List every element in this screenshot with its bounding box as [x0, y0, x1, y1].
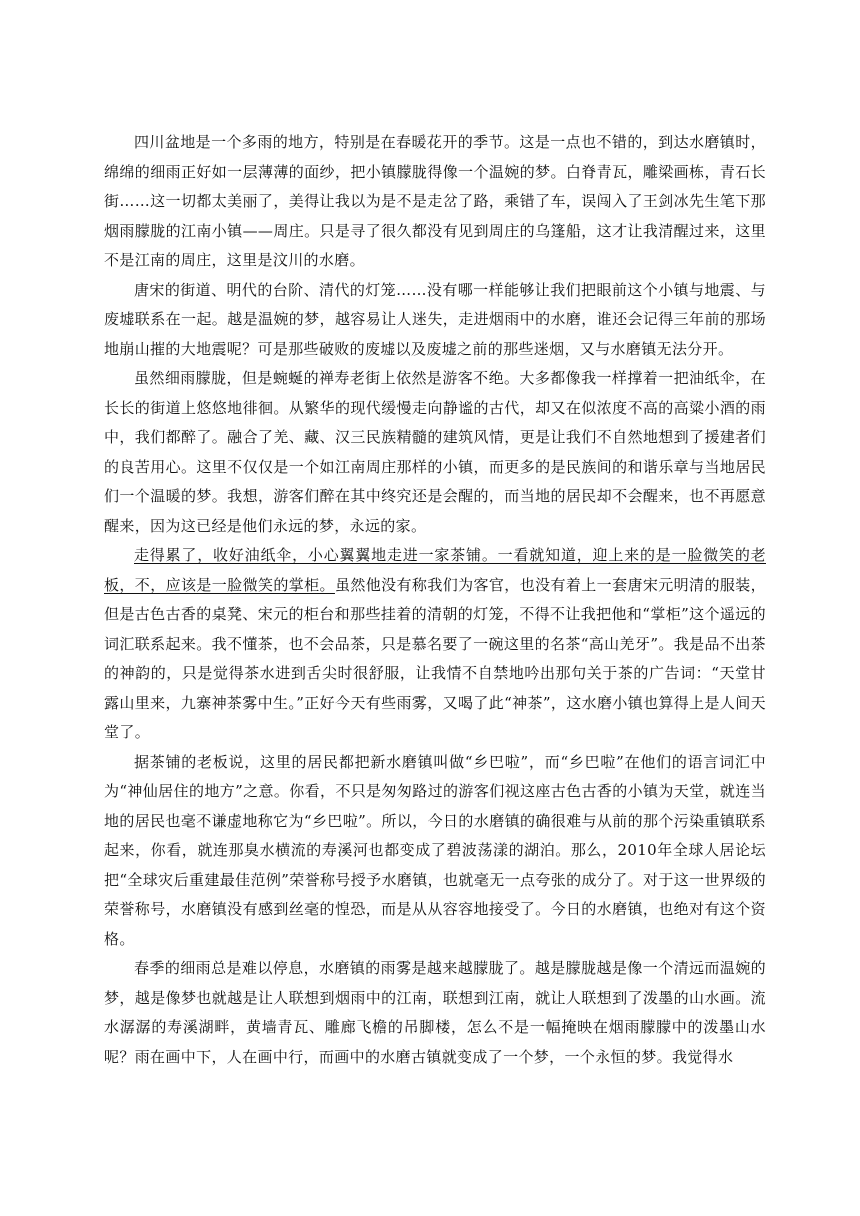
paragraph-2-text: 唐宋的街道、明代的台阶、清代的灯笼……没有哪一样能够让我们把眼前这个小镇与地震、与废墟联系在一起。越是温婉的梦，越容易让人迷失，走进烟雨中的水磨，谁还会记得三年前的那场地崩山摧的大地震呢？可是那些破败的废墟以及废墟之前的那些迷烟，又与水磨镇无法分开。 — [104, 280, 766, 358]
paragraph-4 — [104, 541, 766, 748]
paragraph-2 — [104, 276, 766, 365]
paragraph-5 — [104, 748, 766, 955]
underlined-sentence: 走得累了，收好油纸伞，小心翼翼地走进一家茶铺。一看就知道，迎上来的是一脸微笑的老板，不，应该是一脸微笑的掌柜。 — [104, 546, 766, 594]
paragraph-1-text: 四川盆地是一个多雨的地方，特别是在春暖花开的季节。这是一点也不错的，到达水磨镇时，绵绵的细雨正好如一层薄薄的面纱，把小镇朦胧得像一个温婉的梦。白脊青瓦，雕梁画栋，青石长街……这一切都太美丽了，美得让我以为是不是走岔了路，乘错了车，误闯入了王剑冰先生笔下那烟雨朦胧的江南小镇——周庄。只是寻了很久都没有见到周庄的乌篷船，这才让我清醒过来，这里不是江南的周庄，这里是汶川的水磨。 — [104, 133, 766, 269]
paragraph-5-text: 据茶铺的老板说，这里的居民都把新水磨镇叫做“乡巴啦”，而“乡巴啦”在他们的语言词汇中为“神仙居住的地方”之意。你看，不只是匆匆路过的游客们视这座古色古香的小镇为天堂，就连当地的居民也毫不谦虚地称它为“乡巴啦”。所以，今日的水磨镇的确很难与从前的那个污染重镇联系起来，你看，就连那臭水横流的寿溪河也都变成了碧波荡漾的湖泊。那么，2010年全球人居论坛把“全球灾后重建最佳范例”荣誉称号授予水磨镇，也就毫无一点夸张的成分了。对于这一世界级的荣誉称号，水磨镇没有感到丝毫的惶恐，而是从从容容地接受了。今日的水磨镇，也绝对有这个资格。 — [104, 752, 766, 948]
paragraph-4-text: 虽然他没有称我们为客官，也没有着上一套唐宋元明清的服装，但是古色古香的桌凳、宋元的柜台和那些挂着的清朝的灯笼，不得不让我把他和“掌柜”这个遥远的词汇联系起来。我不懂茶，也不会品茶，只是慕名要了一碗这里的名茶“高山羌牙”。我是品不出茶的神韵的，只是觉得茶水进到舌尖时很舒服，让我情不自禁地吟出那句关于茶的广告词：“天堂甘露山里来，九寨神茶雾中生。”正好今天有些雨雾，又喝了此“神茶”，这水磨小镇也算得上是人间天堂了。 — [104, 575, 766, 741]
paragraph-6-text: 春季的细雨总是难以停息，水磨镇的雨雾是越来越朦胧了。越是朦胧越是像一个清远而温婉的梦，越是像梦也就越是让人联想到烟雨中的江南，联想到江南，就让人联想到了泼墨的山水画。流水潺潺的寿溪湖畔，黄墙青瓦、雕廊飞檐的吊脚楼，怎么不是一幅掩映在烟雨朦朦中的泼墨山水呢？雨在画中下，人在画中行，而画中的水磨古镇就变成了一个梦，一个永恒的梦。我觉得水 — [104, 959, 766, 1066]
paragraph-6 — [104, 954, 766, 1072]
document-page — [104, 128, 766, 1072]
paragraph-3 — [104, 364, 766, 541]
paragraph-1 — [104, 128, 766, 276]
paragraph-3-text: 虽然细雨朦胧，但是蜿蜒的禅寿老街上依然是游客不绝。大多都像我一样撑着一把油纸伞，在长长的街道上悠悠地徘徊。从繁华的现代缓慢走向静谧的古代，却又在似浓度不高的高粱小酒的雨中，我们都醉了。融合了羌、藏、汉三民族精髓的建筑风情，更是让我们不自然地想到了援建者们的良苦用心。这里不仅仅是一个如江南周庄那样的小镇，而更多的是民族间的和谐乐章与当地居民们一个温暖的梦。我想，游客们醉在其中终究还是会醒的，而当地的居民却不会醒来，也不再愿意醒来，因为这已经是他们永远的梦，永远的家。 — [104, 369, 766, 535]
